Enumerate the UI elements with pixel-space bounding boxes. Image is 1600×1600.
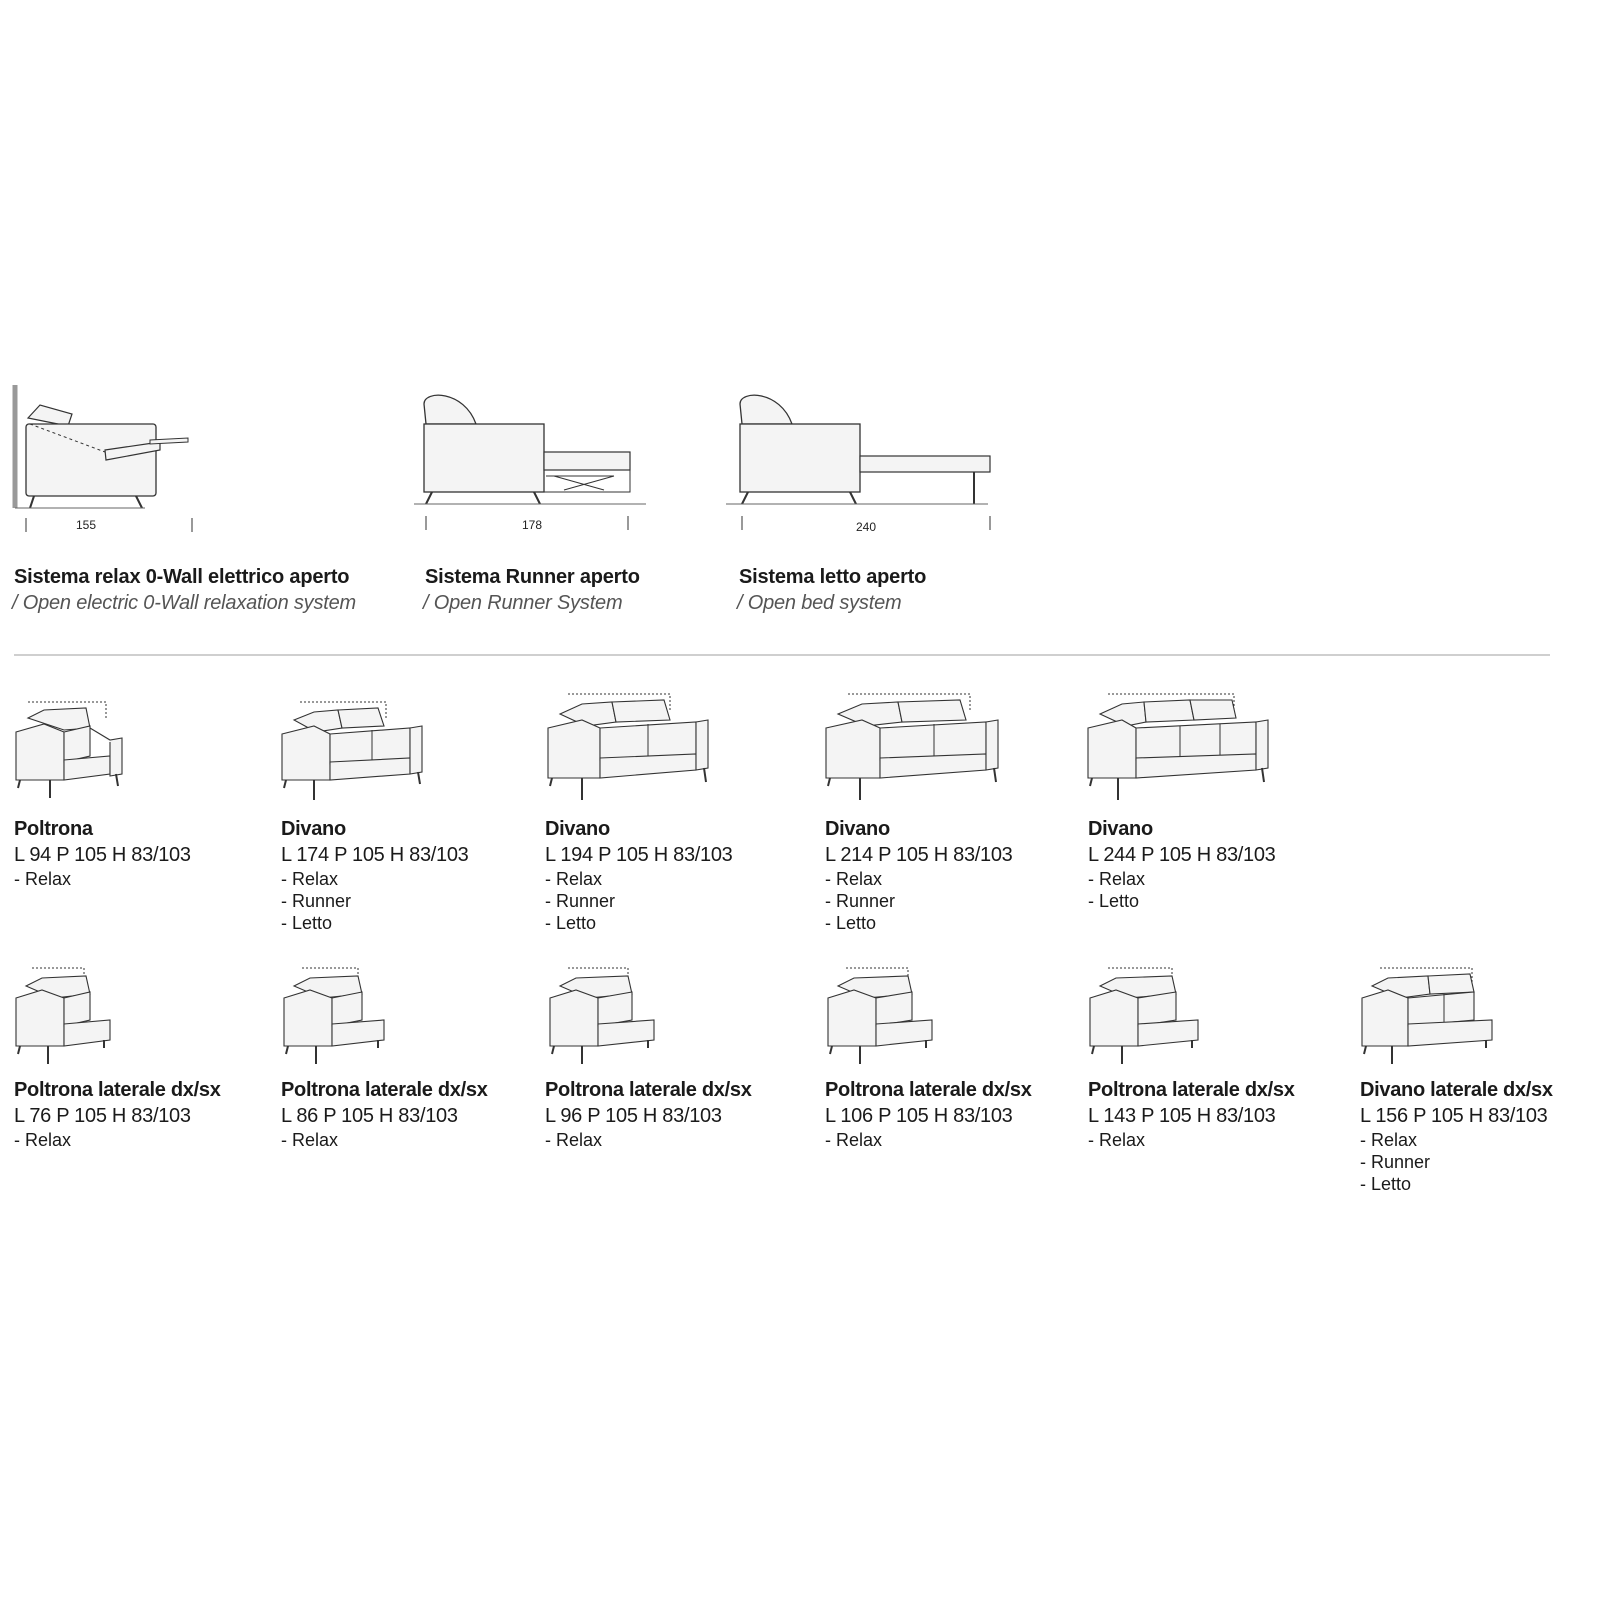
product-drawing-r2-1 bbox=[14, 964, 114, 1068]
system-drawing-relax bbox=[10, 380, 210, 540]
side-armchair-icon bbox=[548, 964, 658, 1068]
product-option: - Relax bbox=[281, 868, 351, 890]
system-dimension-bed: 240 bbox=[856, 520, 877, 534]
recliner-open-icon bbox=[10, 380, 210, 540]
product-dims-r1-3: L 194 P 105 H 83/103 bbox=[545, 844, 733, 866]
product-drawing-r1-4 bbox=[824, 690, 1004, 802]
product-option: - Relax bbox=[825, 868, 895, 890]
product-options-r1-2 bbox=[281, 868, 351, 934]
armchair-icon bbox=[14, 698, 126, 802]
system-subtitle-relax: / Open electric 0-Wall relaxation system bbox=[12, 592, 356, 614]
product-dims-r2-1: L 76 P 105 H 83/103 bbox=[14, 1105, 191, 1127]
bed-open-icon bbox=[726, 390, 996, 540]
product-drawing-r2-5 bbox=[1088, 964, 1202, 1068]
product-option: - Relax bbox=[1088, 868, 1145, 890]
product-name-r1-5: Divano bbox=[1088, 818, 1153, 840]
product-drawing-r2-3 bbox=[548, 964, 658, 1068]
product-drawing-r1-2 bbox=[280, 698, 430, 802]
product-name-r2-1: Poltrona laterale dx/sx bbox=[14, 1079, 221, 1101]
sofa-2-seat-xl-icon bbox=[824, 690, 1004, 802]
product-options-r2-2 bbox=[281, 1129, 338, 1151]
system-title-bed: Sistema letto aperto bbox=[739, 566, 927, 588]
product-option: - Letto bbox=[1088, 890, 1145, 912]
product-name-r1-4: Divano bbox=[825, 818, 890, 840]
product-dims-r2-5: L 143 P 105 H 83/103 bbox=[1088, 1105, 1276, 1127]
product-dims-r1-4: L 214 P 105 H 83/103 bbox=[825, 844, 1013, 866]
sofa-2-seat-large-icon bbox=[546, 690, 716, 802]
product-option: - Runner bbox=[825, 890, 895, 912]
product-name-r2-2: Poltrona laterale dx/sx bbox=[281, 1079, 488, 1101]
side-armchair-icon bbox=[1088, 964, 1202, 1068]
product-dims-r1-2: L 174 P 105 H 83/103 bbox=[281, 844, 469, 866]
system-dimension-relax: 155 bbox=[76, 518, 97, 532]
system-dimension-runner: 178 bbox=[522, 518, 543, 532]
product-dims-r2-4: L 106 P 105 H 83/103 bbox=[825, 1105, 1013, 1127]
product-option: - Relax bbox=[825, 1129, 882, 1151]
product-option: - Letto bbox=[545, 912, 615, 934]
side-armchair-icon bbox=[282, 964, 388, 1068]
product-option: - Relax bbox=[1088, 1129, 1145, 1151]
product-option: - Runner bbox=[545, 890, 615, 912]
product-options-r1-5 bbox=[1088, 868, 1145, 912]
product-name-r2-6: Divano laterale dx/sx bbox=[1360, 1079, 1553, 1101]
product-option: - Letto bbox=[281, 912, 351, 934]
product-option: - Relax bbox=[545, 1129, 602, 1151]
product-dims-r2-6: L 156 P 105 H 83/103 bbox=[1360, 1105, 1548, 1127]
product-name-r1-2: Divano bbox=[281, 818, 346, 840]
product-option: - Letto bbox=[825, 912, 895, 934]
product-name-r1-1: Poltrona bbox=[14, 818, 93, 840]
product-drawing-r2-6 bbox=[1360, 964, 1500, 1068]
product-name-r2-3: Poltrona laterale dx/sx bbox=[545, 1079, 752, 1101]
product-dims-r1-5: L 244 P 105 H 83/103 bbox=[1088, 844, 1276, 866]
product-option: - Runner bbox=[1360, 1151, 1430, 1173]
product-option: - Runner bbox=[281, 890, 351, 912]
section-divider bbox=[14, 654, 1550, 656]
product-dims-r2-2: L 86 P 105 H 83/103 bbox=[281, 1105, 458, 1127]
product-options-r1-3 bbox=[545, 868, 615, 934]
sofa-2-seat-icon bbox=[280, 698, 430, 802]
product-options-r2-4 bbox=[825, 1129, 882, 1151]
side-armchair-icon bbox=[14, 964, 114, 1068]
product-drawing-r1-5 bbox=[1086, 690, 1276, 802]
system-title-runner: Sistema Runner aperto bbox=[425, 566, 640, 588]
product-options-r2-3 bbox=[545, 1129, 602, 1151]
product-name-r1-3: Divano bbox=[545, 818, 610, 840]
product-options-r1-1 bbox=[14, 868, 71, 890]
sofa-3-seat-icon bbox=[1086, 690, 1276, 802]
product-option: - Relax bbox=[14, 868, 71, 890]
product-option: - Letto bbox=[1360, 1173, 1430, 1195]
product-options-r2-6 bbox=[1360, 1129, 1430, 1195]
product-option: - Relax bbox=[14, 1129, 71, 1151]
product-dims-r2-3: L 96 P 105 H 83/103 bbox=[545, 1105, 722, 1127]
side-armchair-icon bbox=[826, 964, 938, 1068]
product-options-r1-4 bbox=[825, 868, 895, 934]
product-options-r2-1 bbox=[14, 1129, 71, 1151]
product-option: - Relax bbox=[1360, 1129, 1430, 1151]
product-name-r2-4: Poltrona laterale dx/sx bbox=[825, 1079, 1032, 1101]
product-drawing-r2-2 bbox=[282, 964, 388, 1068]
product-drawing-r2-4 bbox=[826, 964, 938, 1068]
product-options-r2-5 bbox=[1088, 1129, 1145, 1151]
product-drawing-r1-1 bbox=[14, 698, 126, 802]
system-subtitle-bed: / Open bed system bbox=[737, 592, 902, 614]
side-sofa-icon bbox=[1360, 964, 1500, 1068]
product-drawing-r1-3 bbox=[546, 690, 716, 802]
system-drawing-bed bbox=[726, 390, 996, 540]
product-name-r2-5: Poltrona laterale dx/sx bbox=[1088, 1079, 1295, 1101]
system-subtitle-runner: / Open Runner System bbox=[423, 592, 623, 614]
product-option: - Relax bbox=[281, 1129, 338, 1151]
product-dims-r1-1: L 94 P 105 H 83/103 bbox=[14, 844, 191, 866]
system-title-relax: Sistema relax 0-Wall elettrico aperto bbox=[14, 566, 350, 588]
product-option: - Relax bbox=[545, 868, 615, 890]
